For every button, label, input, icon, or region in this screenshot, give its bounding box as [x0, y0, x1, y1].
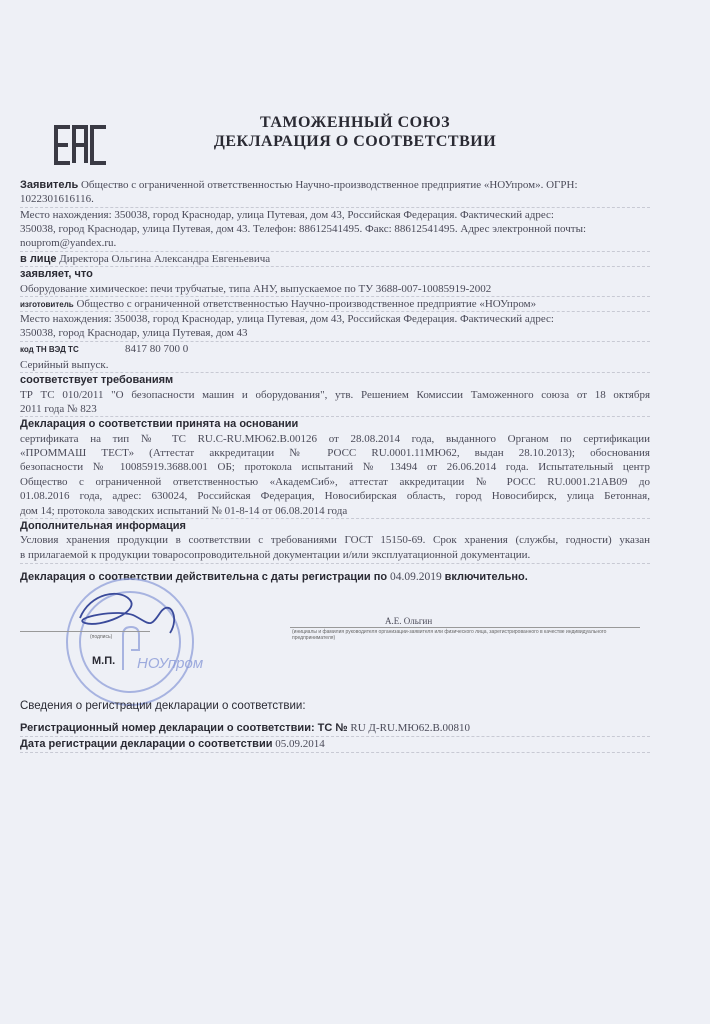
- applicant-line: Заявитель Общество с ограниченной ответственностью Научно-производственное предприятие «НОУпром». ОГРН:: [20, 179, 578, 191]
- applicant-label: Заявитель: [20, 179, 79, 191]
- registration-date: 05.09.2014: [275, 738, 325, 750]
- registration-number: RU Д-RU.МЮ62.В.00810: [350, 722, 471, 734]
- header-declaration: ДЕКЛАРАЦИЯ О СООТВЕТСТВИИ: [213, 133, 497, 150]
- eac-logo: [52, 124, 120, 171]
- header-union: ТАМОЖЕННЫЙ СОЮЗ: [259, 114, 451, 131]
- signer-name: А.Е. Ольгин: [385, 616, 433, 626]
- mp-label: М.П.: [92, 655, 116, 667]
- applicant-email: nouprom@yandex.ru.: [20, 237, 117, 249]
- svg-text:НОУпром: НОУпром: [137, 655, 204, 672]
- validity-date: 04.09.2019: [389, 571, 442, 583]
